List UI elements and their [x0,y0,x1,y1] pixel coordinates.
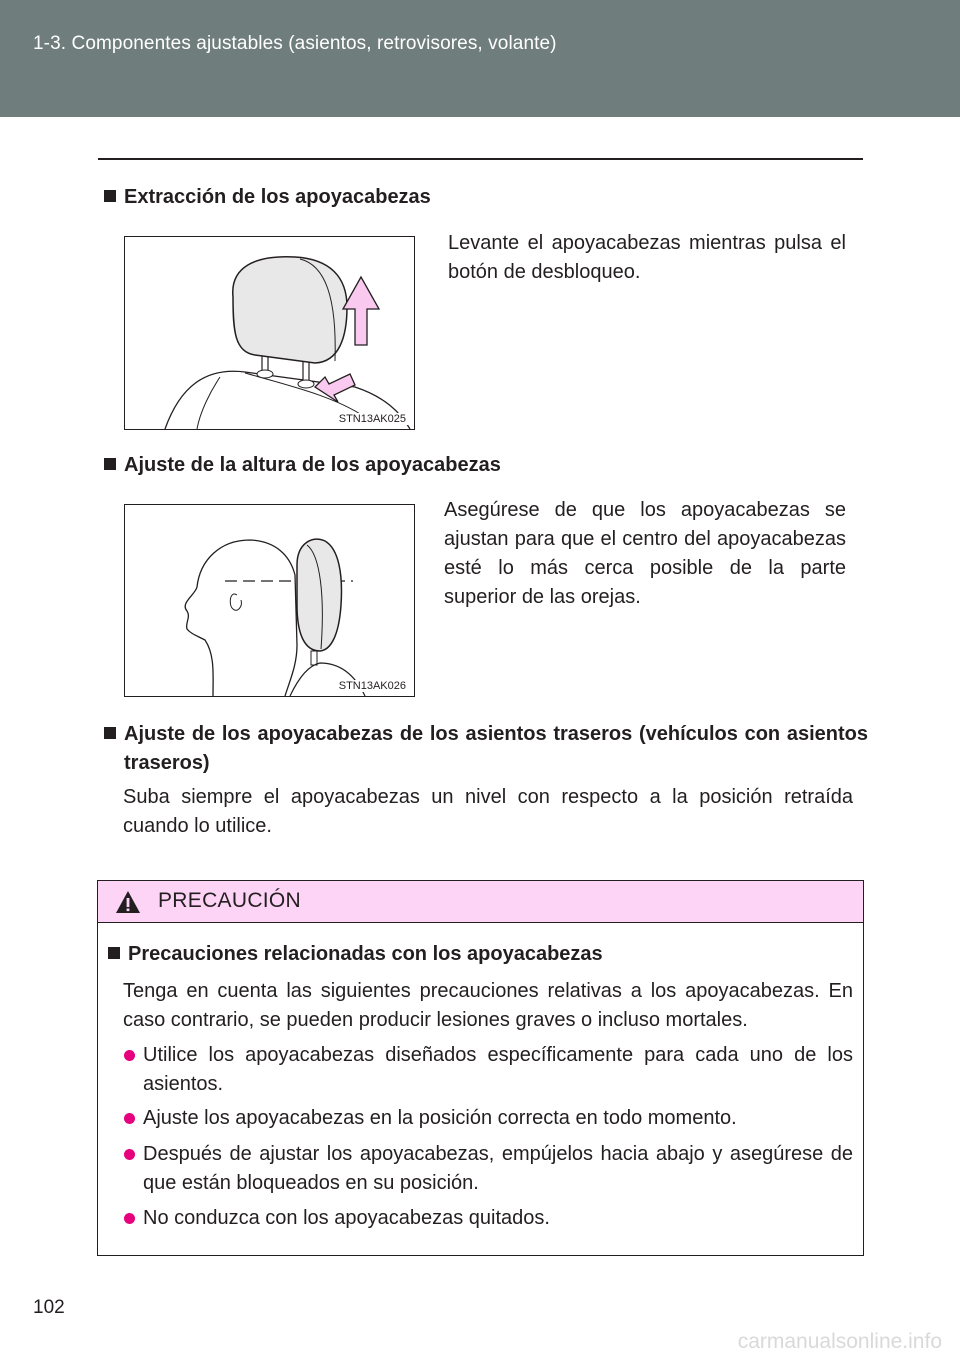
bullet-dot-icon [124,1213,135,1224]
figure-headrest-removal [124,236,415,430]
bullet-dot-icon [124,1113,135,1124]
square-bullet-icon [104,190,116,202]
caution-heading: Precauciones relacionadas con los apoyacabezas [108,943,603,966]
section-title: 1-3. Componentes ajustables (asientos, retrovisores, volante) [33,33,557,54]
height-description: Asegúrese de que los apoyacabezas se ajustan para que el centro del apoyacabezas esté lo más cerca posible de la parte superior de las orejas. [444,499,846,608]
head-profile-illustration [125,505,414,696]
caution-bullet: Utilice los apoyacabezas diseñados específicamente para cada uno de los asientos. [124,1041,853,1099]
bullet-dot-icon [124,1050,135,1061]
square-bullet-icon [108,947,120,959]
square-bullet-icon [104,727,116,739]
caution-box [97,880,864,1256]
watermark: carmanualsonline.info [737,1330,942,1353]
warning-icon [115,890,141,914]
rear-seats-body: Suba siempre el apoyacabezas un nivel con respecto a la posición retraída cuando lo utilice. [123,786,853,837]
heading-removal: Extracción de los apoyacabezas [104,185,431,209]
caution-header [98,881,863,923]
caution-title: PRECAUCIÓN [158,889,302,912]
headrest-removal-illustration [125,237,414,429]
figure-code: STN13AK026 [338,680,406,692]
caution-bullet: Ajuste los apoyacabezas en la posición correcta en todo momento. [124,1104,853,1133]
caution-bullet: Después de ajustar los apoyacabezas, empújelos hacia abajo y asegúrese de que están bloqueados en su posición. [124,1140,853,1198]
heading-height-adjust: Ajuste de la altura de los apoyacabezas [104,453,501,477]
caution-intro: Tenga en cuenta las siguientes precauciones relativas a los apoyacabezas. En caso contrario, se pueden producir lesiones graves o incluso mortales. [123,980,853,1031]
heading-rear-seats: Ajuste de los apoyacabezas de los asientos traseros (vehículos con asientos traseros) [104,720,868,778]
page-header [0,0,960,117]
removal-description: Levante el apoyacabezas mientras pulsa el botón de desbloqueo. [448,232,846,283]
top-rule [98,158,863,160]
bullet-dot-icon [124,1149,135,1160]
caution-bullet: No conduzca con los apoyacabezas quitados. [124,1204,853,1233]
figure-code: STN13AK025 [338,413,406,425]
square-bullet-icon [104,458,116,470]
page-number: 102 [33,1297,65,1318]
figure-headrest-height [124,504,415,697]
